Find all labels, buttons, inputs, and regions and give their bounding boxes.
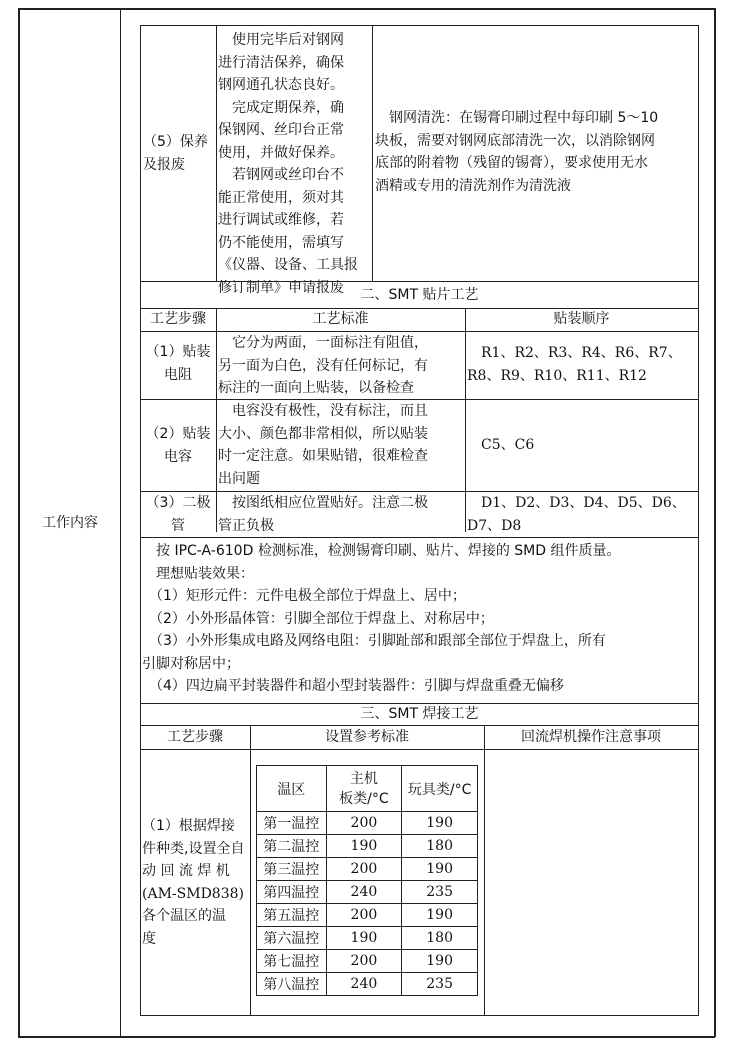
zone-cell: 第二温控	[257, 835, 327, 858]
maint-divider-2	[372, 25, 373, 281]
s2-row3-step: （3）二极 管	[145, 495, 211, 534]
zone-cell: 190	[326, 927, 402, 950]
s3-divider-1	[250, 725, 251, 1016]
inspection-text: 按 IPC-A-610D 检测标准，检测锡膏印刷、贴片、焊接的 SMD 组件质量。 理想贴装效果： （1）矩形元件：元件电极全部位于焊盘上、居中； （2）小外形晶体管：引脚全部位于焊盘上、对称居中； （3）小外形集成电路及网络电阻：引脚趾部和跟部全部位于焊盘上，所有 引脚对称居中； （4）四边扁平封装器件和超小型封装器件：引脚与焊盘重叠无偏移	[142, 543, 621, 694]
inner-right-border	[698, 25, 699, 1016]
rule	[140, 281, 699, 282]
zone-cell: 235	[402, 973, 478, 996]
rule	[140, 537, 699, 538]
s2-header-step: 工艺步骤	[150, 311, 206, 327]
zone-cell: 第五温控	[257, 904, 327, 927]
s2-row1-standard: 它分为两面，一面标注有阻值， 另一面为白色，没有任何标记，有 标注的一面向上贴装，以备检查	[218, 335, 428, 396]
s3-header-notes: 回流焊机操作注意事项	[521, 729, 661, 745]
zone-cell: 240	[326, 973, 402, 996]
s2-row1-order: R1、R2、R3、R4、R6、R7、 R8、R9、R10、R11、R12	[467, 345, 682, 384]
zone-header-toy: 玩具类/°C	[402, 766, 478, 812]
zone-cell: 第六温控	[257, 927, 327, 950]
s2-header-standard: 工艺标准	[312, 311, 369, 327]
zone-cell: 200	[326, 812, 402, 835]
section3-title: 三、SMT 焊接工艺	[360, 706, 479, 722]
zone-header-zone: 温区	[257, 766, 327, 812]
s3-step-text: （1）根据焊接 件种类,设置全自 动 回 流 焊 机 (AM-SMD838) 各个温区的温 度	[142, 818, 245, 947]
maint-divider-1	[216, 25, 217, 281]
zone-cell: 190	[402, 904, 478, 927]
s3-header-step: 工艺步骤	[167, 729, 223, 745]
s2-divider-1	[216, 308, 217, 532]
zone-cell: 190	[326, 835, 402, 858]
zone-cell: 200	[326, 858, 402, 881]
s2-row2-standard: 电容没有极性，没有标注，而且 大小、颜色都非常相似，所以贴装 时一定注意。如果贴错，很难检查 出问题	[218, 403, 428, 487]
section2-title: 二、SMT 贴片工艺	[360, 287, 479, 303]
zone-cell: 190	[402, 812, 478, 835]
temperature-zone-table	[256, 765, 478, 996]
label-column-divider	[120, 8, 121, 1037]
zone-header-board: 主机 板类/°C	[326, 766, 402, 812]
s2-row3-standard: 按图纸相应位置贴好。注意二极 管正负极	[218, 495, 428, 534]
zone-cell: 190	[402, 950, 478, 973]
maintenance-step: （5）保养 及报废	[143, 134, 208, 173]
zone-cell: 200	[326, 904, 402, 927]
zone-cell: 180	[402, 835, 478, 858]
outer-top-border	[18, 8, 715, 10]
work-content-label: 工作内容	[42, 515, 98, 531]
s2-row1-step: （1）贴装 电阻	[145, 344, 211, 383]
inner-top-border	[140, 25, 699, 26]
maintenance-note: 钢网清洗：在锡膏印刷过程中每印刷 5～10 块板，需要对钢网底部清洗一次，以消除钢网 底部的附着物（残留的锡膏），要求使用无水 酒精或专用的清洗剂作为清洗液	[375, 110, 659, 194]
s2-row2-step: （2）贴装 电容	[145, 426, 211, 465]
outer-bottom-border	[18, 1036, 715, 1038]
s2-row2-order: C5、C6	[467, 437, 535, 453]
zone-cell: 190	[402, 858, 478, 881]
s3-header-standard: 设置参考标准	[325, 729, 409, 745]
zone-cell: 235	[402, 881, 478, 904]
zone-cell: 180	[402, 927, 478, 950]
outer-right-border	[714, 8, 716, 1037]
zone-cell: 240	[326, 881, 402, 904]
inner-bottom-border	[140, 1015, 699, 1016]
s2-divider-2	[465, 308, 466, 532]
zone-cell: 200	[326, 950, 402, 973]
zone-cell: 第四温控	[257, 881, 327, 904]
s2-row3-order: D1、D2、D3、D4、D5、D6、 D7、D8	[467, 495, 686, 534]
zone-cell: 第七温控	[257, 950, 327, 973]
zone-cell: 第八温控	[257, 973, 327, 996]
zone-cell: 第三温控	[257, 858, 327, 881]
maintenance-standard: 使用完毕后对钢网 进行清洁保养，确保 钢网通孔状态良好。 完成定期保养，确 保钢网、丝印台正常 使用，并做好保养。 若钢网或丝印台不 能正常使用，须对其 进行调试或维修，若 仍不能使用，需填写 《仪器、设备、工具报 修订制单》申请报废	[218, 32, 358, 296]
s3-divider-2	[484, 725, 485, 1016]
zone-cell: 第一温控	[257, 812, 327, 835]
rule	[140, 749, 699, 750]
s2-header-order: 贴装顺序	[553, 311, 610, 327]
